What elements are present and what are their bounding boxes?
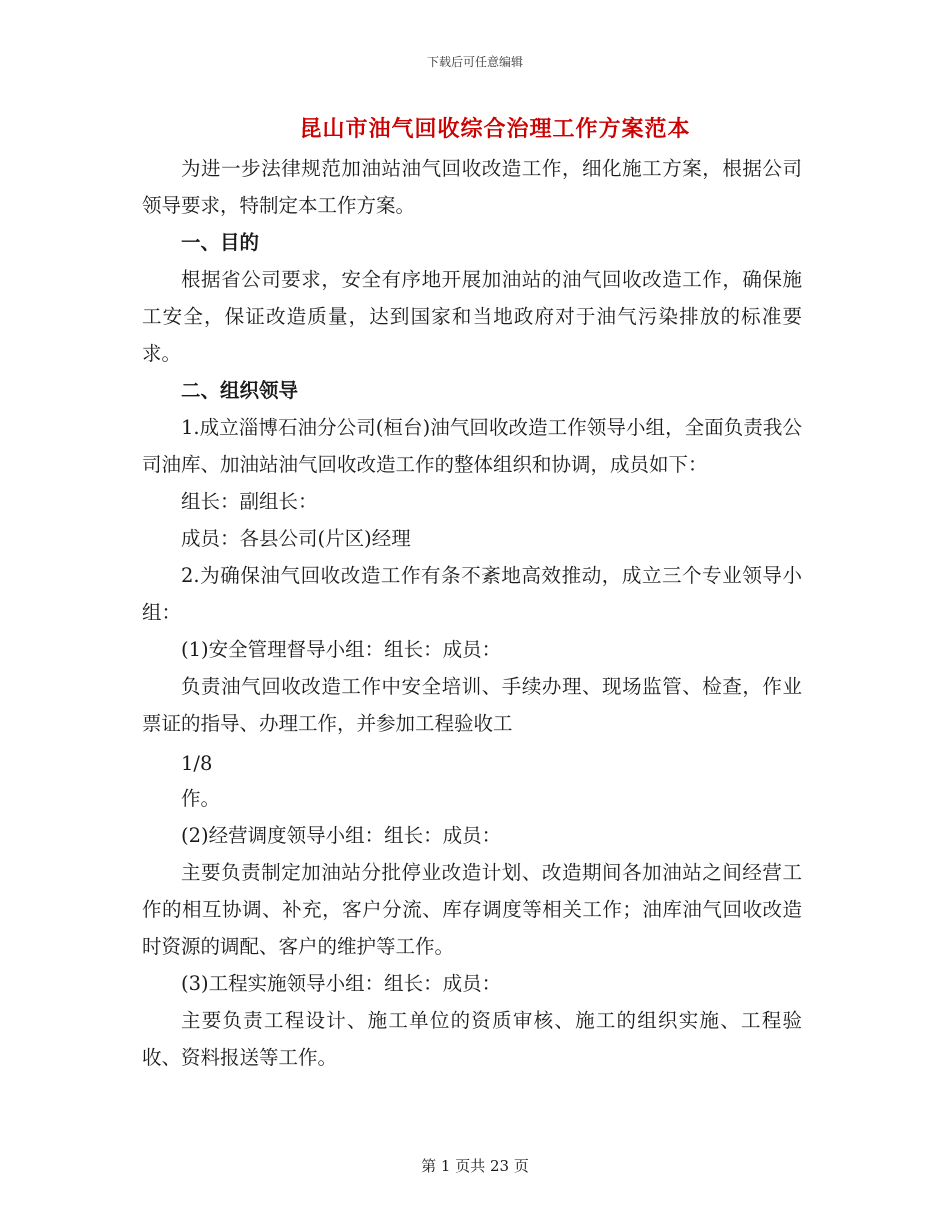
section-heading-organization: 二、组织领导 [181,379,299,402]
group-leaders-line: 组长：副组长： [181,490,318,513]
intro-paragraph: 为进一步法律规范加油站油气回收改造工作，细化施工方案，根据公司领导要求，特制定本工作方案。 [142,157,802,217]
inline-page-marker: 1/8 [181,752,213,775]
group-members-line: 成员：各县公司(片区)经理 [181,527,411,550]
safety-group-line: (1)安全管理督导小组：组长：成员： [181,638,502,661]
page-footer: 第 1 页共 23 页 [421,1157,529,1175]
section-heading-purpose: 一、目的 [181,231,260,254]
specialized-groups-paragraph: 2.为确保油气回收改造工作有条不紊地高效推动，成立三个专业领导小组： [142,564,802,624]
leadership-group-paragraph: 1.成立淄博石油分公司(桓台)油气回收改造工作领导小组，全面负责我公司油库、加油站油气回收改造工作的整体组织和协调，成员如下： [142,416,802,476]
engineering-group-duties: 主要负责工程设计、施工单位的资质审核、施工的组织实施、工程验收、资料报送等工作。 [142,1009,802,1069]
document-title: 昆山市油气回收综合治理工作方案范本 [299,116,691,142]
operations-group-line: (2)经营调度领导小组：组长：成员： [181,824,502,847]
engineering-group-line: (3)工程实施领导小组：组长：成员： [181,972,502,995]
safety-group-duties-continued: 作。 [181,787,221,810]
safety-group-duties: 负责油气回收改造工作中安全培训、手续办理、现场监管、检查，作业票证的指导、办理工作，并参加工程验收工 [142,675,802,735]
purpose-paragraph: 根据省公司要求，安全有序地开展加油站的油气回收改造工作，确保施工安全，保证改造质量，达到国家和当地政府对于油气污染排放的标准要求。 [142,268,802,365]
header-note: 下载后可任意编辑 [426,55,523,69]
document-body [142,150,802,1076]
operations-group-duties: 主要负责制定加油站分批停业改造计划、改造期间各加油站之间经营工作的相互协调、补充，客户分流、库存调度等相关工作；油库油气回收改造时资源的调配、客户的维护等工作。 [142,861,802,958]
